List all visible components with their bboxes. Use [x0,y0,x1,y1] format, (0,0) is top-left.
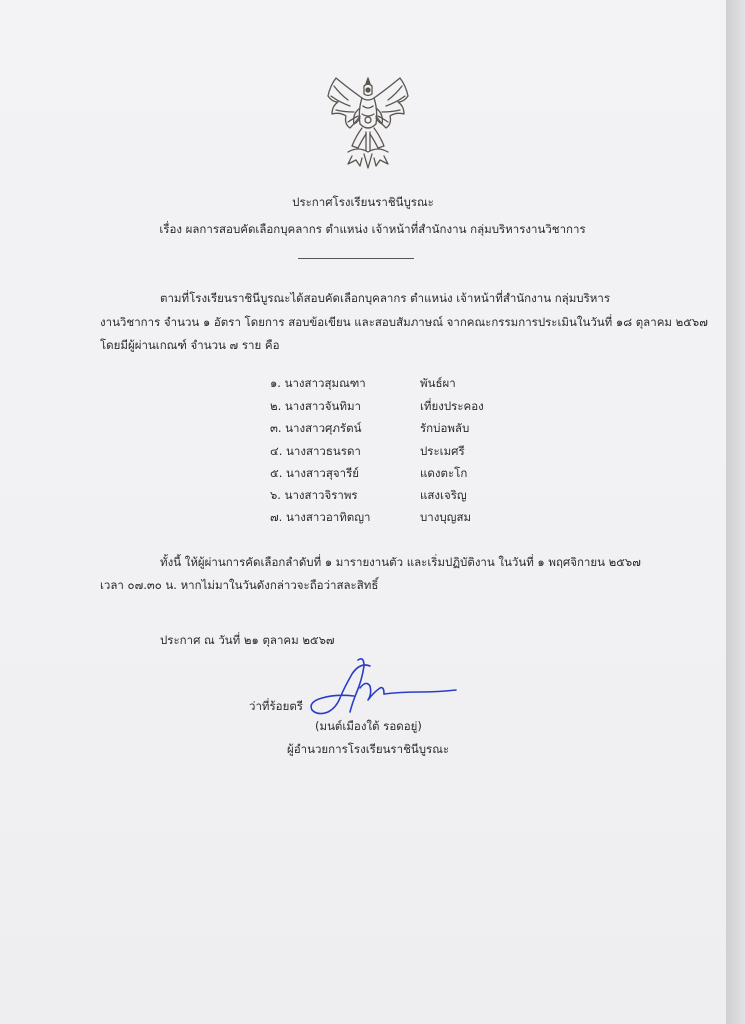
candidate-name: ๗. นางสาวอาทิตญา [270,510,371,524]
garuda-emblem-icon [322,72,414,172]
scanner-edge [726,0,745,1024]
document-subject: เรื่อง ผลการสอบคัดเลือกบุคลากร ตำแหน่ง เจ้าหน้าที่สำนักงาน กลุ่มบริหารงานวิชาการ [159,222,586,236]
body-paragraph-line-2: งานวิชาการ จำนวน ๑ อัตรา โดยการ สอบข้อเขียน และสอบสัมภาษณ์ จากคณะกรรมการประเมินในวันที่ ๑๘ ตุลาคม ๒๕๖๗ [100,315,708,329]
candidate-name: ๖. นางสาวจิราพร [270,488,358,502]
signer-position: ผู้อำนวยการโรงเรียนราชินีบูรณะ [287,742,450,756]
candidate-surname: เที่ยงประคอง [420,399,484,413]
candidate-name: ๑. นางสาวสุมณฑา [270,376,366,390]
closing-line-2: เวลา ๐๗.๓๐ น. หากไม่มาในวันดังกล่าวจะถือว่าสละสิทธิ์ [100,578,379,592]
candidate-surname: พันธ์ผา [420,376,456,390]
signer-rank: ว่าที่ร้อยตรี [249,699,303,713]
candidate-surname: ประเมศรี [420,444,465,458]
candidate-name: ๒. นางสาวจันทิมา [270,399,361,413]
candidate-name: ๕. นางสาวสุจารีย์ [270,466,360,480]
body-paragraph-line-3: โดยมีผู้ผ่านเกณฑ์ จำนวน ๗ ราย คือ [100,338,280,352]
candidate-name: ๓. นางสาวศุภรัตน์ [270,421,362,435]
closing-line-1: ทั้งนี้ ให้ผู้ผ่านการคัดเลือกลำดับที่ ๑ มารายงานตัว และเริ่มปฏิบัติงาน ในวันที่ ๑ พฤศจิกายน ๒๕๖๗ [160,555,641,569]
title-underline [298,258,414,259]
candidate-name: ๔. นางสาวธนรดา [270,444,361,458]
candidate-surname: รักบ่อพลับ [420,421,470,435]
document-title: ประกาศโรงเรียนราชินีบูรณะ [292,195,434,209]
signer-name: (มนต์เมืองใต้ รอดอยู่) [315,719,422,733]
announcement-date: ประกาศ ณ วันที่ ๒๑ ตุลาคม ๒๕๖๗ [160,633,335,647]
candidate-surname: แดงตะโก [420,466,468,480]
body-paragraph-line-1: ตามที่โรงเรียนราชินีบูรณะได้สอบคัดเลือกบุคลากร ตำแหน่ง เจ้าหน้าที่สำนักงาน กลุ่มบริหาร [160,291,610,305]
candidate-surname: แสงเจริญ [420,488,467,502]
candidate-surname: บางบุญสม [420,510,472,524]
